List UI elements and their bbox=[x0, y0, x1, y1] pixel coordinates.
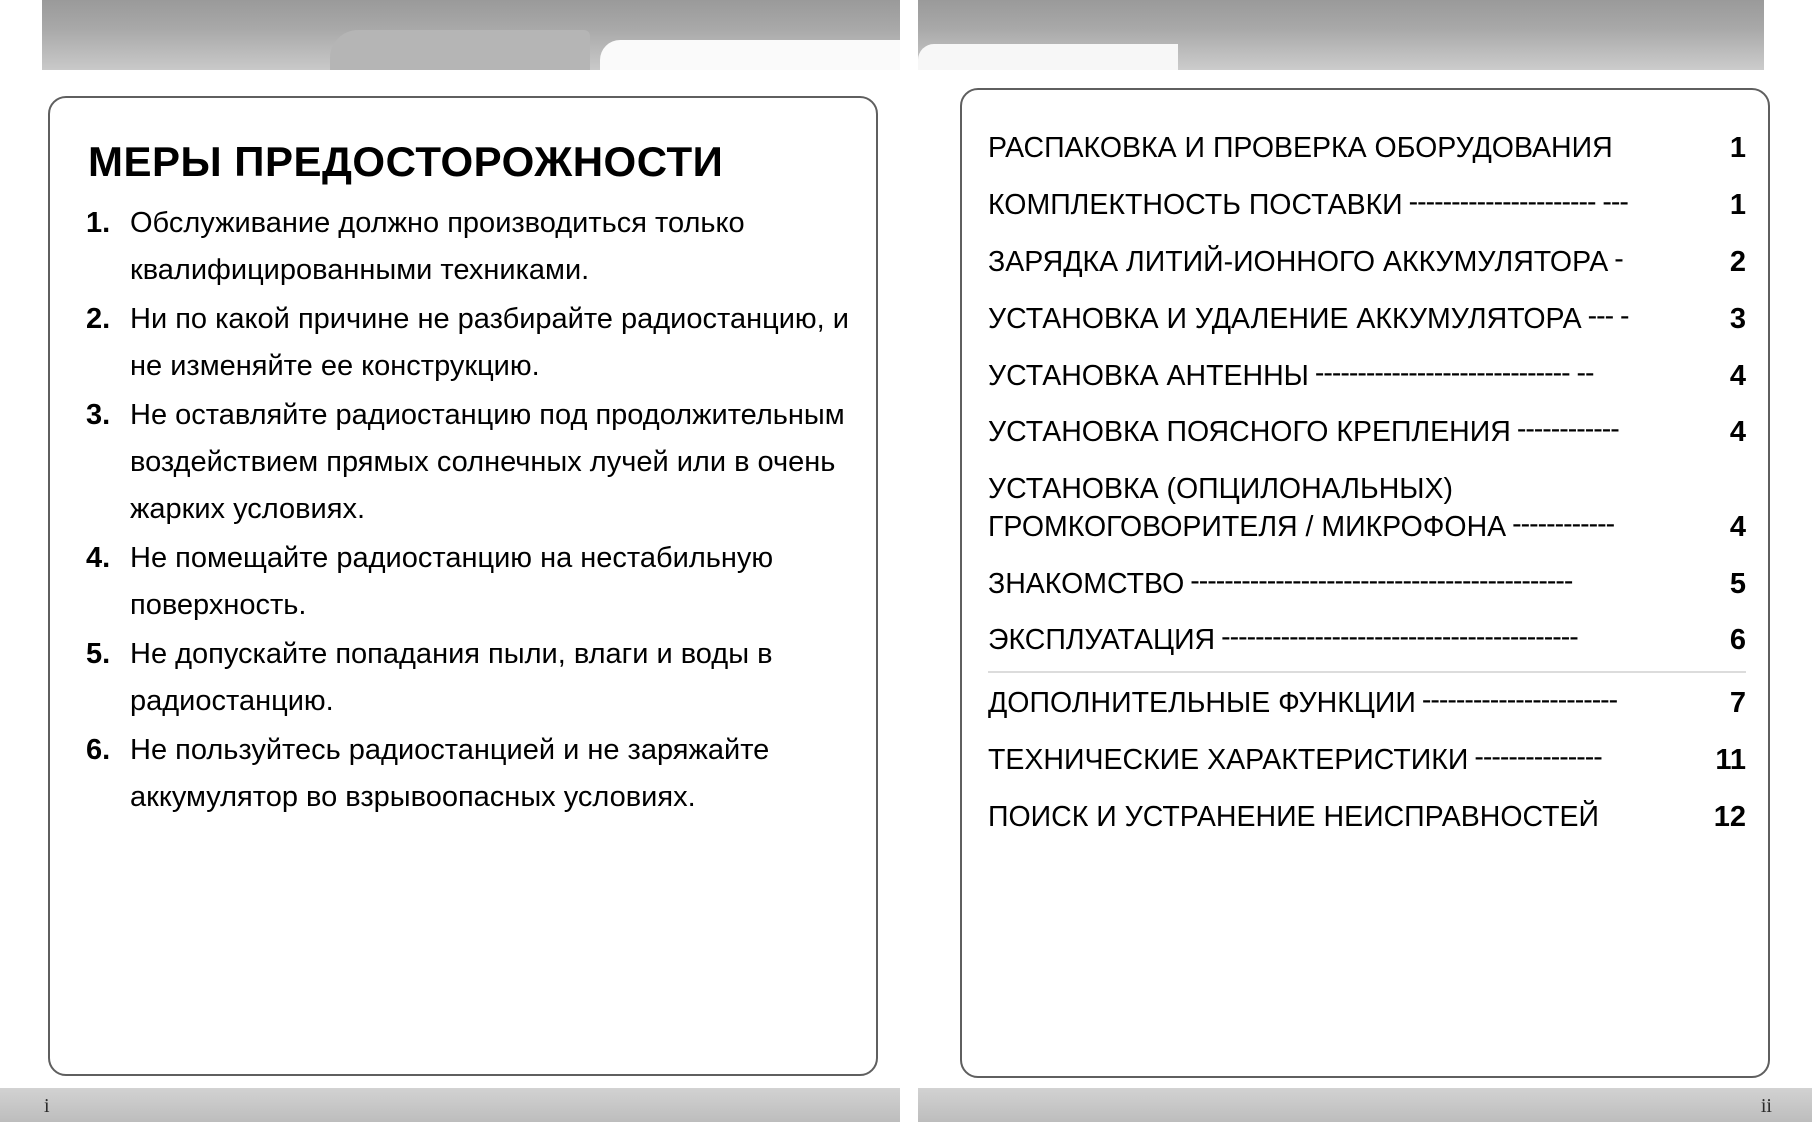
toc-entry-page: 4 bbox=[1729, 416, 1746, 449]
toc-entry[interactable] bbox=[988, 234, 1746, 291]
toc-leader-dashes: ------------------------------------------ bbox=[1221, 622, 1578, 654]
toc-entry-label: УСТАНОВКА (ОПЦИЛОНАЛЬНЫХ) bbox=[988, 473, 1454, 506]
list-item-number: 3. bbox=[86, 398, 111, 431]
toc-entry[interactable] bbox=[988, 348, 1746, 405]
toc-leader-dashes: ---------------------- --- bbox=[1408, 186, 1628, 218]
toc-entry-label: ЗАРЯДКА ЛИТИЙ-ИОННОГО АККУМУЛЯТОРА bbox=[988, 245, 1609, 278]
list-item-text: Ни по какой причине не разбирайте радиостанцию, и не изменяйте ее конструкцию. bbox=[130, 302, 849, 382]
header-band-rounded-tab bbox=[330, 30, 590, 70]
toc-entry[interactable] bbox=[988, 732, 1746, 789]
toc-entry-label: УСТАНОВКА АНТЕННЫ bbox=[988, 359, 1309, 392]
precautions-list bbox=[50, 200, 876, 821]
page-title: МЕРЫ ПРЕДОСТОРОЖНОСТИ bbox=[88, 138, 724, 185]
list-item-text: Не пользуйтесь радиостанцией и не заряжайте аккумулятор во взрывоопасных условиях. bbox=[130, 733, 770, 813]
toc-entry-page: 11 bbox=[1715, 744, 1746, 777]
list-item-number: 5. bbox=[86, 637, 111, 670]
toc-entry-page: 7 bbox=[1729, 687, 1746, 720]
list-item bbox=[86, 296, 850, 390]
toc-entry-label: ТЕХНИЧЕСКИЕ ХАРАКТЕРИСТИКИ bbox=[988, 744, 1469, 777]
page-header-decoration bbox=[0, 0, 1812, 70]
toc-entry[interactable] bbox=[988, 675, 1746, 732]
toc-entry-page: 1 bbox=[1729, 132, 1746, 164]
right-page-panel bbox=[960, 88, 1770, 1078]
list-item-number: 1. bbox=[86, 207, 111, 239]
list-item-text: Не допускайте попадания пыли, влаги и воды в радиостанцию. bbox=[130, 637, 773, 717]
list-item bbox=[86, 535, 850, 629]
toc-entry-label: РАСПАКОВКА И ПРОВЕРКА ОБОРУДОВАНИЯ bbox=[988, 132, 1613, 164]
header-spine-gap bbox=[900, 0, 918, 70]
toc-divider bbox=[988, 671, 1746, 673]
list-item bbox=[86, 631, 850, 725]
toc-entry-label: ЗНАКОМСТВО bbox=[988, 567, 1185, 600]
header-notch-right-inner bbox=[918, 44, 1178, 70]
toc-entry-page: 6 bbox=[1729, 624, 1746, 657]
toc-entry-page: 12 bbox=[1713, 801, 1746, 834]
toc-leader-dashes: ------------ bbox=[1512, 508, 1615, 540]
toc-entry[interactable] bbox=[988, 508, 1746, 556]
page-number-left: i bbox=[44, 1095, 50, 1117]
toc-entry-page: 4 bbox=[1729, 510, 1746, 543]
toc-entry-label: КОМПЛЕКТНОСТЬ ПОСТАВКИ bbox=[988, 188, 1403, 221]
list-item bbox=[86, 727, 850, 821]
toc-entry-label: ЭКСПЛУАТАЦИЯ bbox=[988, 624, 1216, 657]
left-page-panel bbox=[48, 96, 878, 1076]
header-notch-center bbox=[600, 40, 900, 70]
toc-leader-dashes: - bbox=[1614, 243, 1623, 275]
toc-entry-page: 1 bbox=[1729, 188, 1746, 221]
toc-leader-dashes: ----------------------- bbox=[1421, 685, 1618, 717]
footer-band-left bbox=[0, 1088, 900, 1122]
toc-leader-dashes: --------------------------------------------- bbox=[1190, 565, 1573, 597]
toc-entry[interactable] bbox=[988, 556, 1746, 613]
toc-leader-dashes: --- - bbox=[1587, 300, 1629, 332]
list-item-number: 2. bbox=[86, 302, 111, 335]
toc-leader-dashes: --------------- bbox=[1474, 742, 1602, 774]
toc-entry-label: ПОИСК И УСТРАНЕНИЕ НЕИСПРАВНОСТЕЙ bbox=[988, 801, 1600, 834]
toc-entry[interactable] bbox=[988, 461, 1746, 507]
toc-entry[interactable] bbox=[988, 404, 1746, 461]
toc-entry[interactable] bbox=[988, 612, 1746, 669]
list-item bbox=[86, 200, 850, 294]
header-notch-left bbox=[0, 0, 42, 70]
page-number-right: ii bbox=[1760, 1095, 1772, 1117]
toc-entry[interactable] bbox=[988, 177, 1746, 234]
toc-entry[interactable] bbox=[988, 789, 1746, 846]
toc-entry-page: 4 bbox=[1729, 359, 1746, 392]
toc-leader-dashes: ------------------------------ -- bbox=[1314, 357, 1594, 389]
list-item-text: Обслуживание должно производиться только квалифицированными техниками. bbox=[130, 207, 745, 286]
list-item-text: Не помещайте радиостанцию на нестабильную поверхность. bbox=[130, 541, 774, 621]
toc-entry-page: 3 bbox=[1729, 302, 1746, 335]
footer-band-right bbox=[918, 1088, 1812, 1122]
list-item-number: 6. bbox=[86, 733, 111, 766]
toc-entry-label: ДОПОЛНИТЕЛЬНЫЕ ФУНКЦИИ bbox=[988, 687, 1416, 720]
toc-entry-page: 2 bbox=[1729, 245, 1746, 278]
toc-entry[interactable] bbox=[988, 120, 1746, 177]
list-item bbox=[86, 392, 850, 533]
list-item-number: 4. bbox=[86, 541, 111, 574]
toc-entry-label: ГРОМКОГОВОРИТЕЛЯ / МИКРОФОНА bbox=[988, 510, 1507, 543]
toc-entry-page: 5 bbox=[1729, 567, 1746, 600]
list-item-text: Не оставляйте радиостанцию под продолжительным воздействием прямых солнечных лучей или в очень жарких условиях. bbox=[130, 398, 845, 525]
header-notch-right bbox=[1764, 0, 1812, 70]
table-of-contents bbox=[962, 120, 1768, 846]
toc-entry[interactable] bbox=[988, 291, 1746, 348]
toc-entry-label: УСТАНОВКА ПОЯСНОГО КРЕПЛЕНИЯ bbox=[988, 416, 1511, 449]
toc-entry-label: УСТАНОВКА И УДАЛЕНИЕ АККУМУЛЯТОРА bbox=[988, 302, 1582, 335]
toc-leader-dashes: ------------ bbox=[1516, 414, 1619, 446]
